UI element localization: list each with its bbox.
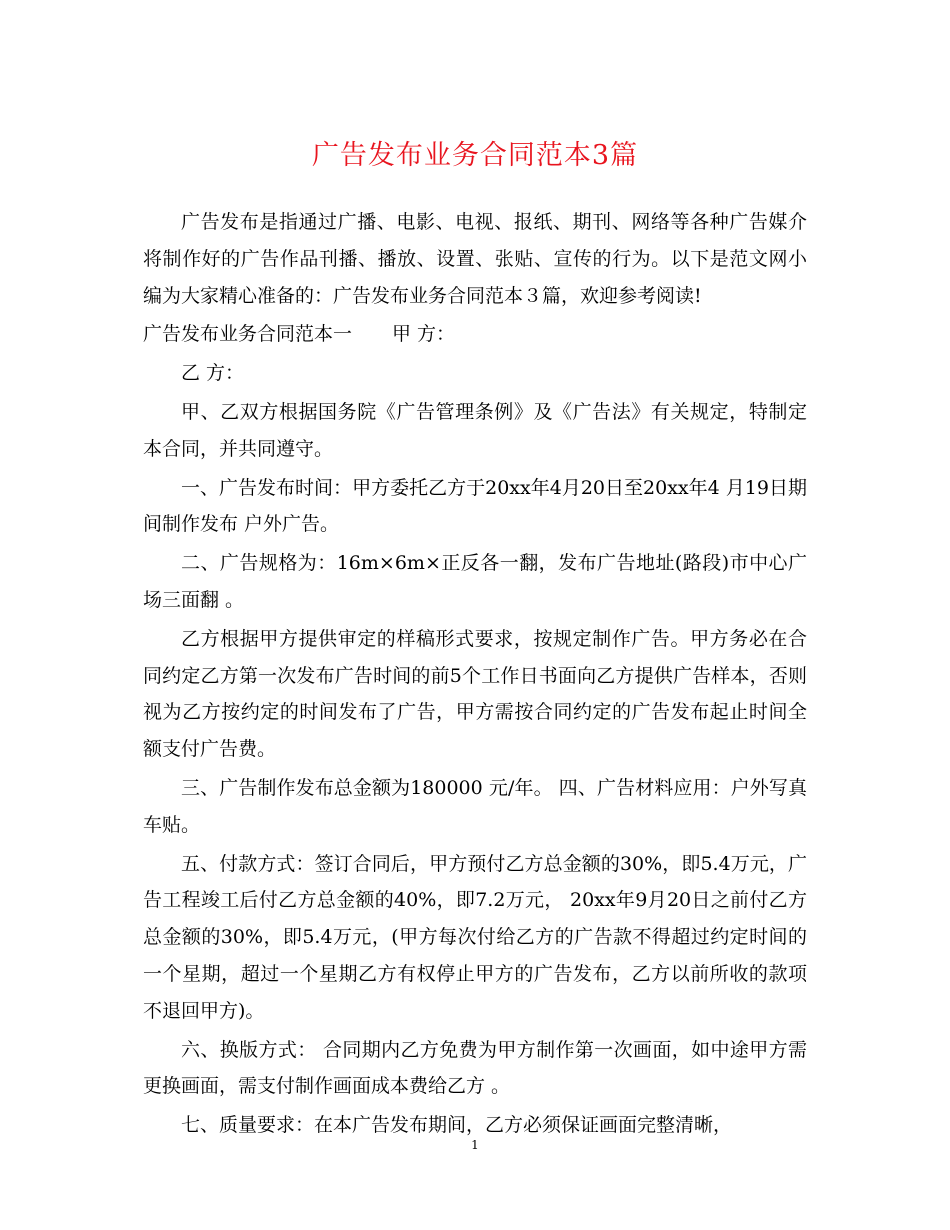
page-number: 1	[471, 1138, 479, 1152]
body-paragraph: 七、质量要求：在本广告发布期间，乙方必须保证画面完整清晰，	[181, 1114, 733, 1137]
body-paragraph: 乙方根据甲方提供审定的样稿形式要求，按规定制作广告。甲方务必在合同约定乙方第一次发布广告时间的前5个工作日书面向乙方提供广告样本，否则视为乙方按约定的时间发布了广告，甲方需按合同约定的广告发布起止时间全额支付广告费。	[143, 627, 807, 761]
body-paragraph: 三、广告制作发布总金额为180000 元/年。 四、广告材料应用：户外写真车贴。	[143, 776, 807, 836]
intro-paragraph: 广告发布是指通过广播、电影、电视、报纸、期刊、网络等各种广告媒介将制作好的广告作品刊播、播放、设置、张贴、宣传的行为。以下是范文网小编为大家精心准备的：广告发布业务合同范本３篇，欢迎参考阅读!	[143, 211, 807, 307]
party-a-label: 甲 方：	[392, 323, 456, 346]
party-b-label: 乙 方：	[181, 362, 245, 385]
body-paragraph: 二、广告规格为：16m×6m×正反各一翻，发布广告地址(路段)市中心广场三面翻 。	[143, 552, 807, 611]
section-heading-row	[143, 316, 807, 353]
body-paragraph: 一、广告发布时间：甲方委托乙方于20xx年4月20日至20xx年4 月19日期间制作发布 户外广告。	[143, 476, 807, 536]
section-heading: 广告发布业务合同范本一	[143, 323, 353, 346]
document-title: 广告发布业务合同范本3篇	[311, 140, 639, 171]
document-body	[143, 204, 807, 1146]
body-paragraph: 甲、乙双方根据国务院《广告管理条例》及《广告法》有关规定，特制定本合同，并共同遵守。	[143, 400, 807, 460]
body-paragraph: 六、换版方式： 合同期内乙方免费为甲方制作第一次画面，如中途甲方需更换画面，需支付制作画面成本费给乙方 。	[143, 1038, 807, 1098]
body-paragraph: 五、付款方式：签订合同后，甲方预付乙方总金额的30%，即5.4万元，广告工程竣工后付乙方总金额的40%，即7.2万元， 20xx年9月20日之前付乙方总金额的30%，即5.4万元，(甲方每次付给乙方的广告款不得超过约定时间的一个星期，超过一个星期乙方有权停止甲方的广告发布，乙方以前所收的款项不退回甲方)。	[143, 852, 807, 1022]
